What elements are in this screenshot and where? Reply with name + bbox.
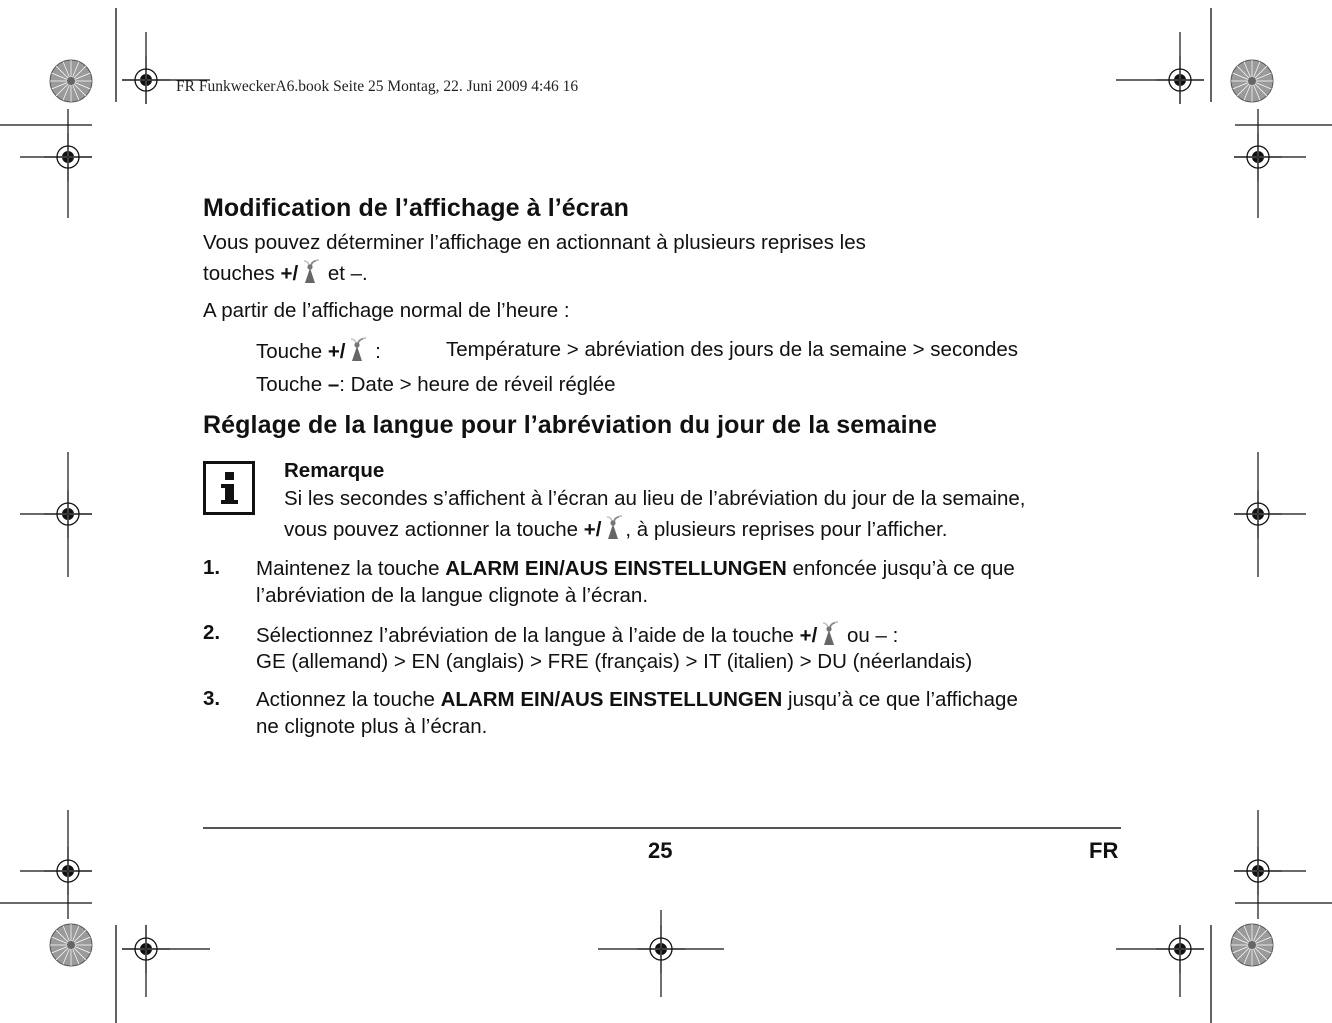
page-language: FR [1089,838,1119,863]
step-number: 2. [203,621,221,644]
radio-antenna-icon [602,514,624,540]
radio-antenna-icon [346,336,368,362]
note-heading: Remarque [284,459,385,482]
key-plus-row: Touche +/ : [256,336,381,366]
from-normal-text: A partir de l’affichage normal de l’heure : [203,299,570,322]
section-title-display: Modification de l’affichage à l’écran [203,194,630,222]
step-2-line-2: GE (allemand) > EN (anglais) > FRE (français) > IT (italien) > DU (néerlandais) [256,650,973,673]
radio-antenna-icon [299,258,321,284]
radio-antenna-icon [818,620,840,646]
step-number: 1. [203,556,221,579]
section-title-language: Réglage de la langue pour l’abréviation du jour de la semaine [203,411,938,439]
intro-line-1: Vous pouvez déterminer l’affichage en actionnant à plusieurs reprises les [203,231,866,254]
step-1-line-2: l’abréviation de la langue clignote à l’écran. [256,584,649,607]
step-3-line-2: ne clignote plus à l’écran. [256,715,488,738]
key-minus-row: Touche –: Date > heure de réveil réglée [256,373,616,396]
step-3-line-1: Actionnez la touche ALARM EIN/AUS EINSTELLUNGEN jusqu’à ce que l’affichage [256,688,1018,711]
step-1-line-1: Maintenez la touche ALARM EIN/AUS EINSTELLUNGEN enfoncée jusqu’à ce que [256,557,1015,580]
footer-divider [203,827,1121,829]
step-2-line-1: Sélectionnez l’abréviation de la langue à l’aide de la touche +/ ou – : [256,620,898,650]
page-number: 25 [648,838,673,863]
info-icon [203,461,255,515]
info-glyph [206,464,252,512]
intro-line-2: touches +/ et –. [203,258,368,288]
note-line-1: Si les secondes s’affichent à l’écran au lieu de l’abréviation du jour de la semaine, [284,487,1026,510]
step-number: 3. [203,687,221,710]
note-line-2: vous pouvez actionner la touche +/ , à plusieurs reprises pour l’afficher. [284,514,948,544]
slug-line: FR FunkweckerA6.book Seite 25 Montag, 22. Juni 2009 4:46 16 [176,78,579,95]
key-plus-sequence: Température > abréviation des jours de la semaine > secondes [446,338,1019,361]
